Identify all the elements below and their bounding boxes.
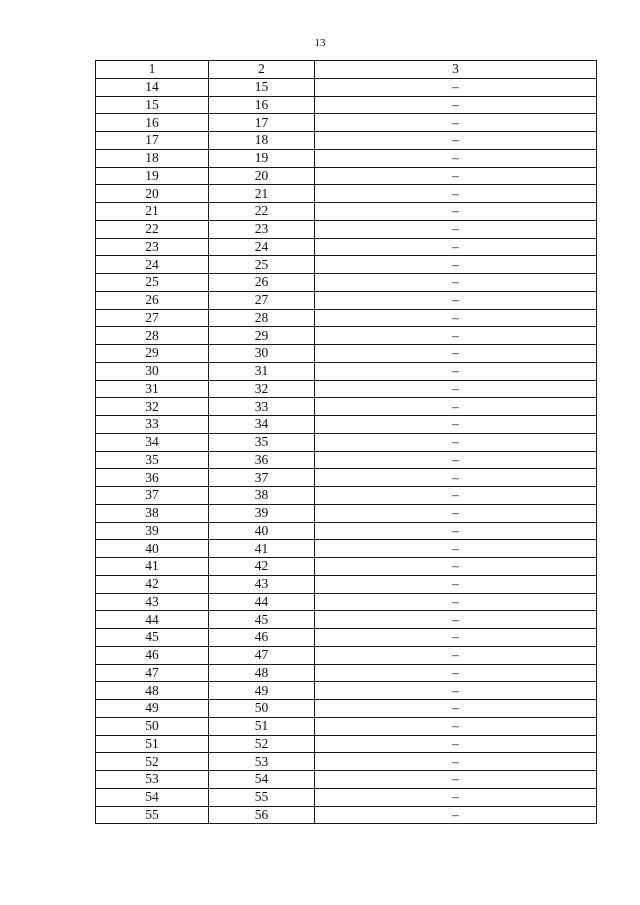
table-cell: – — [315, 433, 597, 451]
table-cell: 32 — [209, 380, 315, 398]
table-row — [96, 203, 597, 221]
table-cell: 38 — [209, 487, 315, 505]
table-cell: 34 — [96, 433, 209, 451]
table-cell: 18 — [96, 149, 209, 167]
table-cell: 25 — [96, 274, 209, 292]
table-cell: 22 — [96, 220, 209, 238]
table-cell: 39 — [96, 522, 209, 540]
table-cell: 45 — [209, 611, 315, 629]
table-row — [96, 717, 597, 735]
data-table — [95, 60, 597, 824]
table-cell: – — [315, 593, 597, 611]
table-cell: – — [315, 185, 597, 203]
table-row — [96, 78, 597, 96]
table-cell: 51 — [209, 717, 315, 735]
table-row — [96, 788, 597, 806]
table-cell: 49 — [209, 682, 315, 700]
table-row — [96, 114, 597, 132]
table-cell: – — [315, 398, 597, 416]
table-row — [96, 149, 597, 167]
table-cell: 30 — [209, 345, 315, 363]
table-cell: 31 — [209, 362, 315, 380]
table-row — [96, 753, 597, 771]
table-cell: 49 — [96, 700, 209, 718]
table-cell: 32 — [96, 398, 209, 416]
table-row — [96, 487, 597, 505]
table-row — [96, 185, 597, 203]
table-cell: 17 — [96, 132, 209, 150]
table-cell: 21 — [209, 185, 315, 203]
table-row — [96, 220, 597, 238]
page-number: 13 — [314, 37, 326, 49]
table-row — [96, 309, 597, 327]
table-row — [96, 96, 597, 114]
table-cell: – — [315, 78, 597, 96]
table-cell: 54 — [209, 771, 315, 789]
table-cell: 28 — [209, 309, 315, 327]
table-cell: 41 — [96, 558, 209, 576]
table-row — [96, 682, 597, 700]
table-row — [96, 327, 597, 345]
table-cell: 36 — [96, 469, 209, 487]
table-cell: – — [315, 416, 597, 434]
table-cell: 40 — [209, 522, 315, 540]
table-cell: 48 — [209, 664, 315, 682]
table-cell: 28 — [96, 327, 209, 345]
table-cell: – — [315, 256, 597, 274]
table-row — [96, 291, 597, 309]
table-cell: – — [315, 167, 597, 185]
table-cell: – — [315, 771, 597, 789]
table-cell: 50 — [96, 717, 209, 735]
table-cell: 53 — [209, 753, 315, 771]
table-cell: 33 — [209, 398, 315, 416]
table-cell: 34 — [209, 416, 315, 434]
table-cell: 14 — [96, 78, 209, 96]
table-cell: 25 — [209, 256, 315, 274]
table-row — [96, 469, 597, 487]
table-row — [96, 664, 597, 682]
table-cell: 26 — [96, 291, 209, 309]
table-row — [96, 345, 597, 363]
table-row — [96, 362, 597, 380]
table-cell: 35 — [209, 433, 315, 451]
table-cell: 29 — [209, 327, 315, 345]
table-cell: – — [315, 380, 597, 398]
table-cell: 24 — [96, 256, 209, 274]
table-row — [96, 593, 597, 611]
table-row — [96, 132, 597, 150]
table-cell: 29 — [96, 345, 209, 363]
table-cell: – — [315, 487, 597, 505]
table-cell: 36 — [209, 451, 315, 469]
table-cell: 47 — [96, 664, 209, 682]
table-cell: 52 — [209, 735, 315, 753]
table-cell: 22 — [209, 203, 315, 221]
table-cell: 38 — [96, 504, 209, 522]
table-cell: – — [315, 717, 597, 735]
table-cell: – — [315, 469, 597, 487]
table-row — [96, 629, 597, 647]
table-row — [96, 256, 597, 274]
table-cell: 39 — [209, 504, 315, 522]
table-row — [96, 646, 597, 664]
table-cell: – — [315, 629, 597, 647]
table-row — [96, 433, 597, 451]
table-row — [96, 504, 597, 522]
table-cell: – — [315, 362, 597, 380]
table-cell: 18 — [209, 132, 315, 150]
table-cell: 53 — [96, 771, 209, 789]
table-cell: 55 — [96, 806, 209, 824]
table-cell: 15 — [96, 96, 209, 114]
table-cell: 26 — [209, 274, 315, 292]
table-cell: 55 — [209, 788, 315, 806]
table-row — [96, 575, 597, 593]
table-cell: – — [315, 451, 597, 469]
table-cell: 30 — [96, 362, 209, 380]
table-row — [96, 700, 597, 718]
table-cell: – — [315, 540, 597, 558]
table-cell: – — [315, 274, 597, 292]
table-cell: – — [315, 238, 597, 256]
table-cell: 27 — [96, 309, 209, 327]
table-row — [96, 167, 597, 185]
table-cell: 44 — [96, 611, 209, 629]
table-row — [96, 274, 597, 292]
table-row — [96, 451, 597, 469]
table-cell: – — [315, 203, 597, 221]
table-cell: – — [315, 664, 597, 682]
table-cell: 33 — [96, 416, 209, 434]
table-cell: – — [315, 753, 597, 771]
table-row — [96, 380, 597, 398]
table-cell: – — [315, 788, 597, 806]
table-row — [96, 735, 597, 753]
table-cell: 40 — [96, 540, 209, 558]
table-cell: – — [315, 522, 597, 540]
table-row — [96, 522, 597, 540]
table-header-row — [96, 61, 597, 79]
table-cell: 42 — [96, 575, 209, 593]
table-cell: 56 — [209, 806, 315, 824]
table-cell: – — [315, 327, 597, 345]
table-cell: 44 — [209, 593, 315, 611]
table-cell: 35 — [96, 451, 209, 469]
table-cell: – — [315, 132, 597, 150]
table-cell: – — [315, 575, 597, 593]
table-cell: – — [315, 611, 597, 629]
table-cell: 27 — [209, 291, 315, 309]
table-cell: 45 — [96, 629, 209, 647]
table-cell: 23 — [209, 220, 315, 238]
table-cell: 52 — [96, 753, 209, 771]
table-row — [96, 238, 597, 256]
table-cell: 21 — [96, 203, 209, 221]
table-cell: – — [315, 700, 597, 718]
table-cell: 16 — [209, 96, 315, 114]
table-cell: – — [315, 309, 597, 327]
table-cell: 15 — [209, 78, 315, 96]
table-cell: – — [315, 96, 597, 114]
table-cell: 24 — [209, 238, 315, 256]
table-cell: – — [315, 114, 597, 132]
table-cell: 20 — [96, 185, 209, 203]
table-row — [96, 771, 597, 789]
table-cell: 43 — [209, 575, 315, 593]
table-cell: 16 — [96, 114, 209, 132]
column-header: 2 — [209, 61, 315, 79]
table-cell: – — [315, 682, 597, 700]
table-cell: 47 — [209, 646, 315, 664]
table-cell: 43 — [96, 593, 209, 611]
table-row — [96, 806, 597, 824]
column-header: 1 — [96, 61, 209, 79]
table-cell: 42 — [209, 558, 315, 576]
table-row — [96, 416, 597, 434]
table-cell: – — [315, 149, 597, 167]
table-cell: – — [315, 220, 597, 238]
table-cell: 23 — [96, 238, 209, 256]
table-cell: 31 — [96, 380, 209, 398]
table-cell: 19 — [96, 167, 209, 185]
table-cell: 46 — [209, 629, 315, 647]
table-cell: 48 — [96, 682, 209, 700]
table-cell: – — [315, 646, 597, 664]
table-cell: 37 — [96, 487, 209, 505]
table-row — [96, 611, 597, 629]
table-cell: 51 — [96, 735, 209, 753]
table-cell: – — [315, 291, 597, 309]
table-cell: 17 — [209, 114, 315, 132]
table-cell: – — [315, 345, 597, 363]
table-row — [96, 540, 597, 558]
table-cell: 41 — [209, 540, 315, 558]
table-cell: 37 — [209, 469, 315, 487]
table-cell: – — [315, 558, 597, 576]
column-header: 3 — [315, 61, 597, 79]
table-row — [96, 558, 597, 576]
table-body — [96, 78, 597, 824]
table-cell: 54 — [96, 788, 209, 806]
table-cell: – — [315, 806, 597, 824]
table-cell: – — [315, 735, 597, 753]
table-cell: 20 — [209, 167, 315, 185]
table-cell: 46 — [96, 646, 209, 664]
table-cell: 19 — [209, 149, 315, 167]
table-row — [96, 398, 597, 416]
table-cell: – — [315, 504, 597, 522]
table-cell: 50 — [209, 700, 315, 718]
